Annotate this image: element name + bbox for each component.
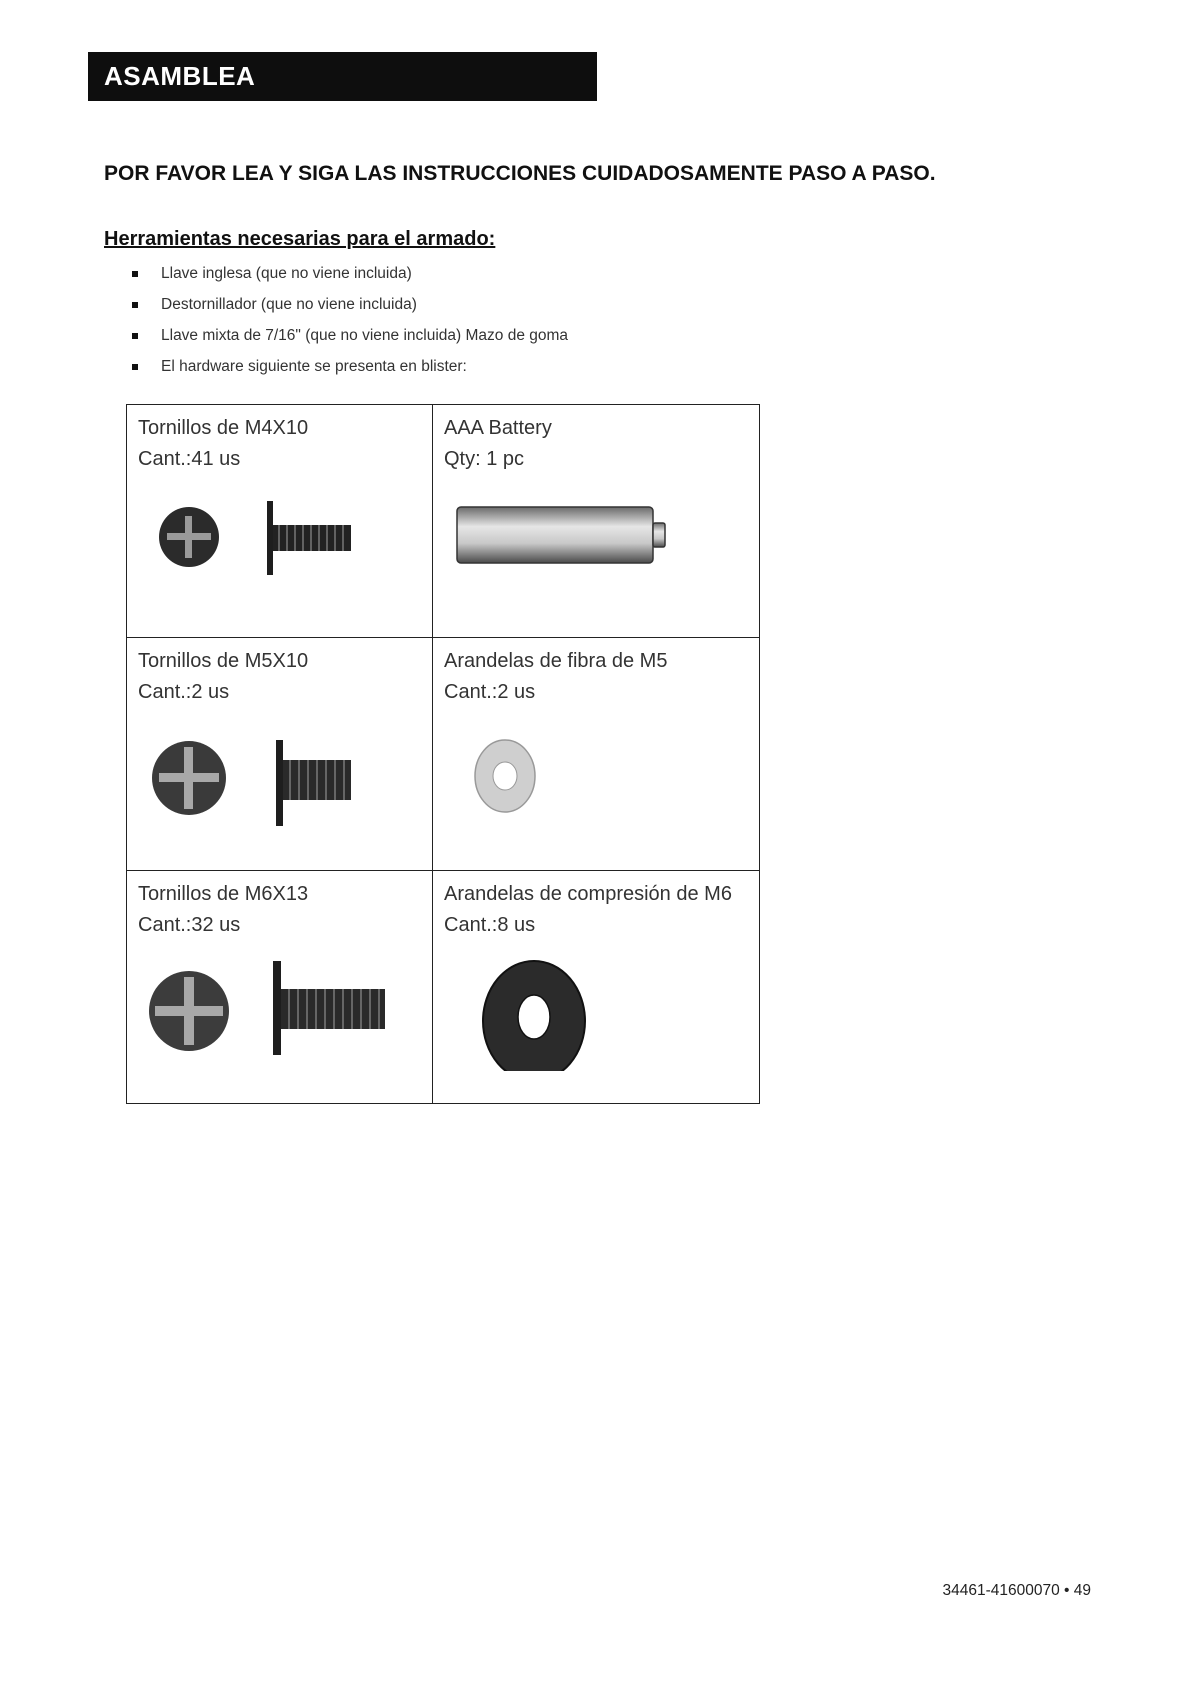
part-name: Arandelas de compresión de M6 — [444, 883, 732, 905]
part-cell — [127, 405, 433, 638]
screw-m6-icon — [127, 951, 427, 1071]
part-quantity: Cant.:2 us — [444, 681, 536, 703]
compression-washer-icon — [433, 951, 753, 1071]
table-row — [127, 405, 760, 638]
part-name: Tornillos de M4X10 — [138, 417, 309, 439]
part-name: AAA Battery — [444, 417, 552, 439]
part-quantity: Cant.:8 us — [444, 914, 536, 936]
part-quantity: Cant.:32 us — [138, 914, 241, 936]
part-name: Tornillos de M6X13 — [138, 883, 309, 905]
bullet-icon — [132, 364, 138, 370]
instructions-heading: POR FAVOR LEA Y SIGA LAS INSTRUCCIONES CUIDADOSAMENTE PASO A PASO. — [104, 162, 936, 185]
page-footer: 34461-41600070 • 49 — [942, 1582, 1091, 1599]
hardware-table — [126, 404, 760, 1104]
part-cell — [433, 871, 760, 1104]
table-row — [127, 871, 760, 1104]
list-item: Llave mixta de 7/16" (que no viene incluida) Mazo de goma — [132, 320, 568, 351]
bullet-icon — [132, 271, 138, 277]
tools-list — [132, 258, 568, 382]
part-quantity: Cant.:41 us — [138, 448, 241, 470]
section-banner — [88, 52, 597, 101]
screw-m4-icon — [127, 485, 427, 605]
fiber-washer-icon — [433, 718, 753, 838]
bullet-icon — [132, 302, 138, 308]
tools-heading: Herramientas necesarias para el armado: — [104, 228, 496, 250]
part-name: Tornillos de M5X10 — [138, 650, 309, 672]
section-title: ASAMBLEA — [104, 61, 256, 91]
part-cell — [433, 638, 760, 871]
table-row — [127, 638, 760, 871]
part-cell — [127, 871, 433, 1104]
list-item: Destornillador (que no viene incluida) — [132, 289, 568, 320]
part-cell — [433, 405, 760, 638]
part-cell — [127, 638, 433, 871]
part-name: Arandelas de fibra de M5 — [444, 650, 668, 672]
list-item: Llave inglesa (que no viene incluida) — [132, 258, 568, 289]
part-quantity: Qty: 1 pc — [444, 448, 525, 470]
list-item: El hardware siguiente se presenta en blister: — [132, 351, 568, 382]
part-quantity: Cant.:2 us — [138, 681, 230, 703]
battery-icon — [433, 485, 753, 605]
screw-m5-icon — [127, 718, 427, 838]
bullet-icon — [132, 333, 138, 339]
